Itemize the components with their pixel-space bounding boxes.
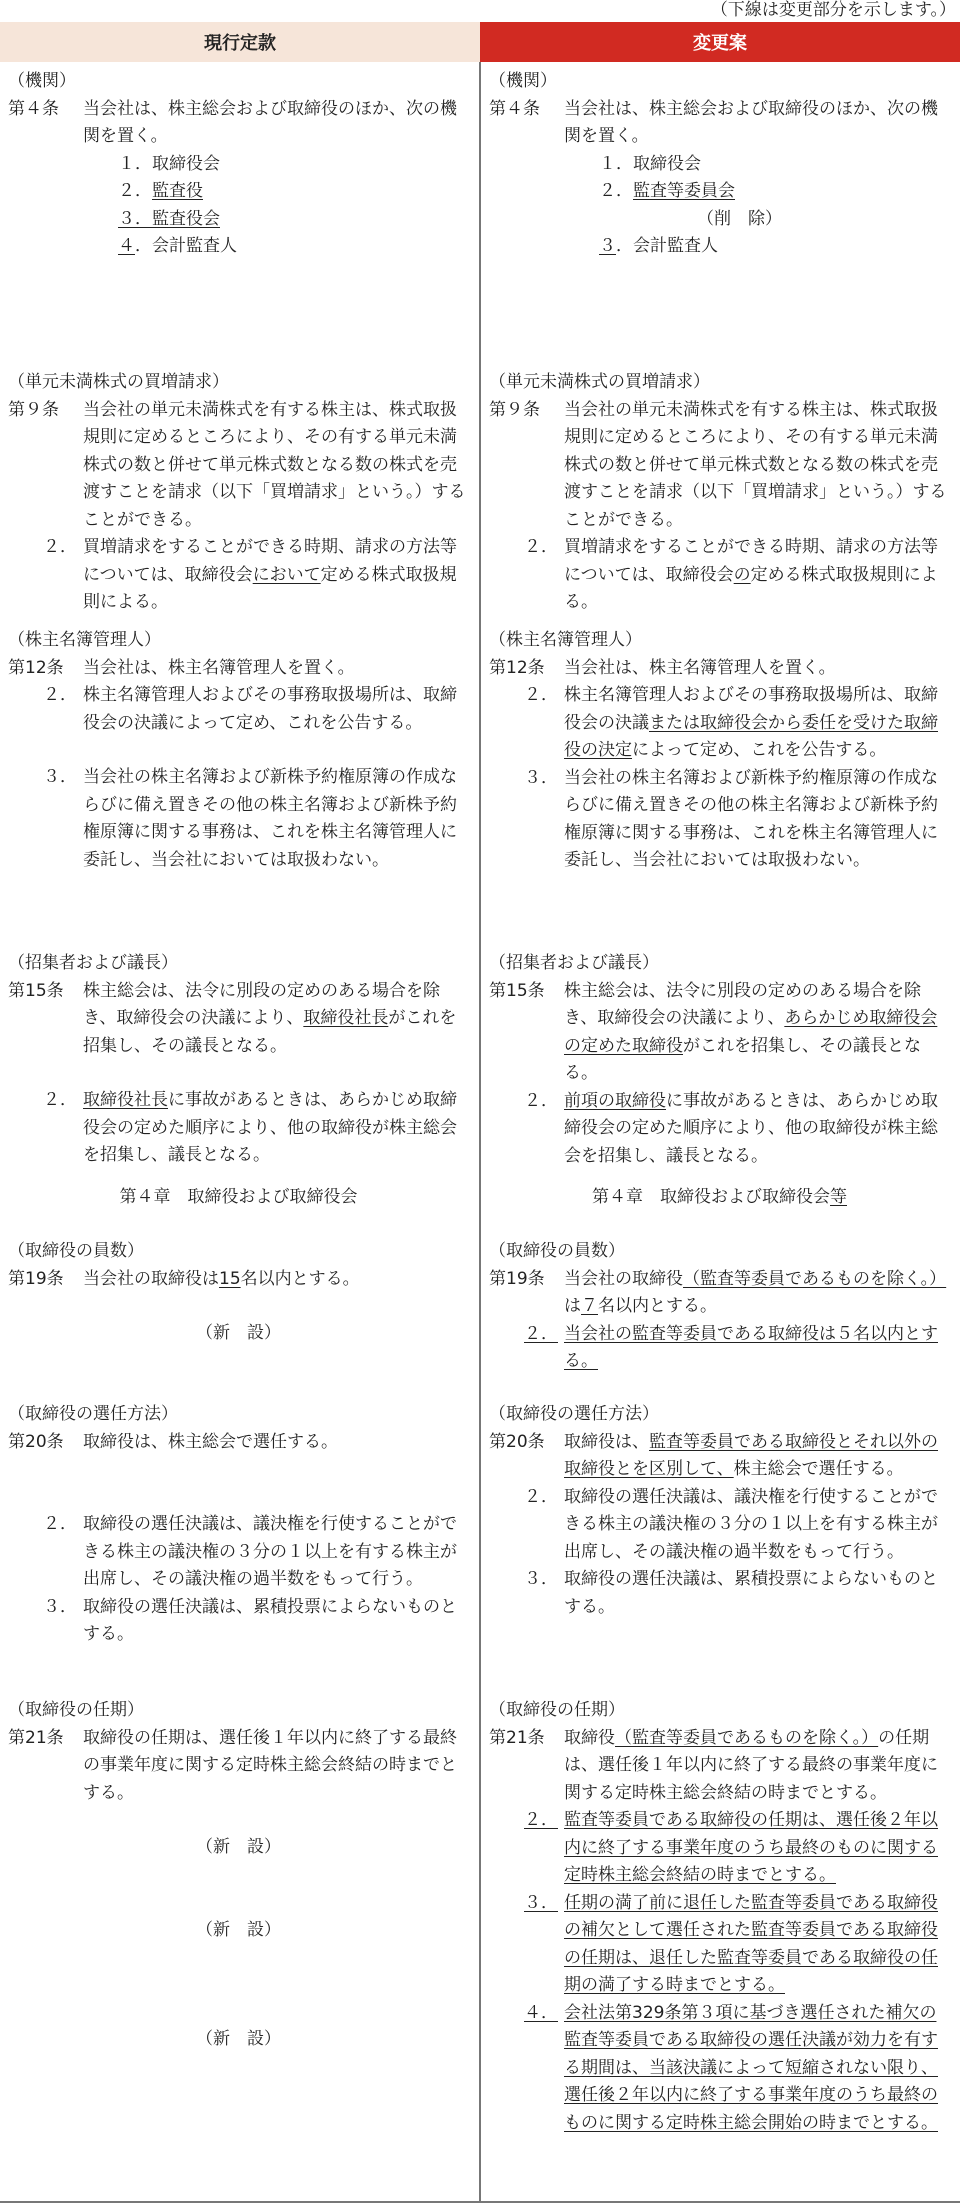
article-number: 第９条: [489, 399, 540, 420]
heading: （単元未満株式の買増請求）: [489, 372, 710, 392]
article-text: 取締役は、株主総会で選任する。: [83, 1431, 338, 1452]
heading: （取締役の任期）: [489, 1700, 625, 1720]
heading: （株主名簿管理人）: [489, 630, 642, 650]
heading: （取締役の選任方法）: [8, 1404, 178, 1424]
current-header: 現行定款: [0, 22, 480, 62]
article-text: 当会社は、株主総会および取締役のほか、次の機関を置く。: [83, 98, 457, 146]
changed-text: ３: [599, 236, 616, 256]
changed-text: 監査役: [152, 181, 203, 201]
header-row: [0, 22, 960, 62]
new-provision-placeholder: （新 設）: [196, 1837, 281, 1857]
article-number: 第９条: [8, 399, 59, 420]
article-19-proposed: （取締役の員数） 第19条 当会社の取締役（監査等委員であるものを除く。）は７名以内とする。 ２． 当会社の監査等委員である取締役は５名以内とする。: [489, 1238, 950, 1401]
article-number: 第12条: [8, 657, 64, 678]
heading: （招集者および議長）: [489, 953, 659, 973]
article-15-current: （招集者および議長） 第15条 株主総会は、法令に別段の定めのある場合を除き、取締役会の決議により、取締役社長がこれを招集し、その議長となる。 ２． 取締役社長に事故があるときは、あらかじめ取締役会の定めた順序により、他の取締役が株主総会を招集し、議長となる。: [8, 950, 469, 1184]
proposed-header: 変更案: [480, 22, 960, 62]
list-item: ３．会計監査人: [599, 236, 718, 256]
paragraph: ２． 買増請求をすることができる時期、請求の方法等については、取締役会において定める株式取扱規則による。: [43, 537, 457, 612]
changed-text: ４: [118, 236, 135, 256]
paragraph: ２． 株主名簿管理人およびその事務取扱場所は、取締役会の決議または取締役会から委任を受けた取締役の決定によって定め、これを公告する。: [524, 685, 938, 760]
article-20-current: [8, 1401, 469, 1697]
current-column: [0, 62, 480, 2202]
article-text: 当会社の単元未満株式を有する株主は、株式取扱規則に定めるところにより、その有する単元未満株式の数と併せて単元株式数となる数の株式を売渡すことを請求（以下「買増請求」という。）することができる。: [83, 399, 466, 530]
article-number: 第４条: [8, 98, 59, 119]
heading: （機関）: [489, 71, 557, 91]
changed-text: （監査等委員であるものを除く。）: [615, 1727, 879, 1748]
proposed-column: [480, 62, 960, 2202]
body-row: [0, 62, 960, 2202]
chapter-heading-proposed: 第４章 取締役および取締役会等: [592, 1187, 847, 1207]
article-text: 当会社は、株主名簿管理人を置く。: [564, 657, 836, 678]
legend-note: （下線は変更部分を示します。）: [710, 0, 956, 20]
changed-text: 当会社の監査等委員である取締役は５名以内とする。: [564, 1323, 938, 1371]
chapter-heading-current: 第４章 取締役および取締役会: [119, 1187, 358, 1207]
article-19-current: （取締役の員数） 第19条 当会社の取締役は15名以内とする。 （新 設）: [8, 1238, 469, 1401]
list-item: [8, 206, 469, 234]
article-number: 第15条: [8, 980, 64, 1001]
list-item: ２．監査役: [118, 181, 203, 201]
article-text: 当会社は、株主総会および取締役のほか、次の機関を置く。: [564, 98, 938, 146]
heading: （単元未満株式の買増請求）: [8, 372, 229, 392]
paragraph: ２． 取締役社長に事故があるときは、あらかじめ取締役会の定めた順序により、他の取締役が株主総会を招集し、議長となる。: [43, 1090, 457, 1165]
article-number: 第19条: [489, 1268, 545, 1289]
changed-text: 会社法第329条第３項に基づき選任された補欠の監査等委員である取締役の選任決議が効力を有する期間は、当該決議によって短縮されない限り、選任後２年以内に終了する事業年度のうち最終のものに関する定時株主総会開始の時までとする。: [564, 2002, 938, 2133]
changed-text: あらかじめ取締役会の定めた取締役: [564, 1008, 938, 1056]
paragraph: ３． 当会社の株主名簿および新株予約権原簿の作成ならびに備え置きその他の株主名簿および新株予約権原簿に関する事務は、これを株主名簿管理人に委託し、当会社においては取扱わない。: [524, 767, 938, 870]
changed-text: 等: [830, 1187, 847, 1207]
paragraph: ２． 監査等委員である取締役の任期は、選任後２年以内に終了する事業年度のうち最終のものに関する定時株主総会終結の時までとする。: [489, 1807, 950, 1890]
article-text: 当会社は、株主名簿管理人を置く。: [83, 657, 355, 678]
article-number: 第19条: [8, 1268, 64, 1289]
article-12-proposed: [489, 627, 950, 950]
article-number: 第15条: [489, 980, 545, 1001]
changed-text: 前項の取締役: [564, 1090, 666, 1111]
new-provision-placeholder: （新 設）: [196, 2029, 281, 2049]
paragraph: ２． 当会社の監査等委員である取締役は５名以内とする。: [489, 1321, 950, 1376]
article-4-current: [8, 68, 469, 369]
article-12-current: [8, 627, 469, 950]
changed-text: ７: [581, 1296, 598, 1316]
new-provision-placeholder: （新 設）: [196, 1919, 281, 1940]
paragraph: ３． 取締役の選任決議は、累積投票によらないものとする。: [524, 1569, 938, 1617]
changed-text: において: [252, 564, 321, 585]
article-text: 当会社の単元未満株式を有する株主は、株式取扱規則に定めるところにより、その有する単元未満株式の数と併せて単元株式数となる数の株式を売渡すことを請求（以下「買増請求」という。）することができる。: [564, 399, 947, 530]
article-number: 第21条: [489, 1727, 545, 1748]
paragraph: ４． 会社法第329条第３項に基づき選任された補欠の監査等委員である取締役の選任決議が効力を有する期間は、当該決議によって短縮されない限り、選任後２年以内に終了する事業年度のうち最終のものに関する定時株主総会開始の時までとする。: [489, 2000, 950, 2138]
article-number: 第21条: [8, 1727, 64, 1748]
article-21-proposed: （取締役の任期） 第21条 取締役（監査等委員であるものを除く。）の任期は、選任後１年以内に終了する最終の事業年度に関する定時株主総会終結の時までとする。 ２． 監査等委員である取締役の任期は、選任後２年以内に終了する事業年度のうち最終のものに関する定時株主総会終結の時までとする。 ３． 任期の満了前に退任した監査等委員である取締役の補欠として選任された監査等委員である取締役の任期は、退任した監査等委員である取締役の任期の満了する時までとする。 ４． 会社法第329条第３項に基づき選任された補欠の監査等委員である取締役の選任決議が効力を有する期間は、当該決議によって短縮されない限り、選任後２年以内に終了する事業年度のうち最終のものに関する定時株主総会開始の時までとする。: [489, 1697, 950, 2137]
list-item: ４．会計監査人: [118, 236, 237, 256]
paragraph: ３． 任期の満了前に退任した監査等委員である取締役の補欠として選任された監査等委員である取締役の任期は、退任した監査等委員である取締役の任期の満了する時までとする。: [489, 1890, 950, 2000]
heading: （取締役の員数）: [489, 1241, 625, 1261]
deleted-marker: （削 除）: [697, 208, 782, 229]
changed-text: 取締役社長: [83, 1090, 168, 1110]
comparison-table: [0, 22, 960, 2203]
article-20-proposed: （取締役の選任方法） 第20条 取締役は、監査等委員である取締役とそれ以外の取締役とを区別して、株主総会で選任する。 ２． 取締役の選任決議は、議決権を行使することができる株主の議決権の３分の１以上を有する株主が出席し、その議決権の過半数をもって行う。 ３． 取締役の選任決議は、累積投票によらないものとする。: [489, 1401, 950, 1697]
changed-text: または取締役会から委任を受けた取締役の決定: [564, 712, 938, 760]
article-9-proposed: [489, 369, 950, 627]
changed-text: 15: [219, 1268, 241, 1289]
list-item: １．取締役会: [118, 153, 220, 174]
changed-text: 任期の満了前に退任した監査等委員である取締役の補欠として選任された監査等委員である取締役の任期は、退任した監査等委員である取締役の任期の満了する時までとする。: [564, 1892, 938, 1995]
changed-text: 取締役社長: [303, 1008, 389, 1028]
heading: （招集者および議長）: [8, 953, 178, 973]
article-4-proposed: [489, 68, 950, 369]
heading: （取締役の選任方法）: [489, 1404, 659, 1424]
article-text: 取締役の任期は、選任後１年以内に終了する最終の事業年度に関する定時株主総会終結の時までとする。: [83, 1727, 457, 1803]
changed-text: の: [733, 564, 751, 585]
article-number: 第20条: [8, 1431, 64, 1452]
paragraph: ２． 株主名簿管理人およびその事務取扱場所は、取締役会の決議によって定め、これを公告する。: [43, 685, 457, 733]
paragraph: ２． 買増請求をすることができる時期、請求の方法等については、取締役会の定める株式取扱規則による。: [524, 537, 938, 612]
article-number: 第12条: [489, 657, 545, 678]
article-15-proposed: （招集者および議長） 第15条 株主総会は、法令に別段の定めのある場合を除き、取締役会の決議により、あらかじめ取締役会の定めた取締役がこれを招集し、その議長となる。 ２． 前項の取締役に事故があるときは、あらかじめ取締役会の定めた順序により、他の取締役が株主総会を招集し、議長となる。: [489, 950, 950, 1184]
changed-text: 監査等委員会: [633, 181, 735, 201]
article-number: 第４条: [489, 98, 540, 119]
heading: （取締役の員数）: [8, 1241, 144, 1261]
paragraph: ２． 取締役の選任決議は、議決権を行使することができる株主の議決権の３分の１以上を有する株主が出席し、その議決権の過半数をもって行う。: [524, 1486, 938, 1562]
article-number: 第20条: [489, 1431, 545, 1452]
changed-text: （監査等委員であるものを除く。）: [683, 1268, 947, 1289]
paragraph: ２． 前項の取締役に事故があるときは、あらかじめ取締役会の定めた順序により、他の取締役が株主総会を招集し、議長となる。: [524, 1090, 938, 1166]
changed-text: ３．監査役会: [118, 208, 220, 229]
changed-text: 監査等委員である取締役の任期は、選任後２年以内に終了する事業年度のうち最終のものに関する定時株主総会終結の時までとする。: [564, 1810, 938, 1885]
paragraph: ３． 当会社の株主名簿および新株予約権原簿の作成ならびに備え置きその他の株主名簿および新株予約権原簿に関する事務は、これを株主名簿管理人に委託し、当会社においては取扱わない。: [43, 767, 457, 870]
changed-text: 監査等委員である取締役とそれ以外の取締役とを区別して、: [564, 1431, 938, 1479]
article-9-current: [8, 369, 469, 627]
paragraph: ３． 取締役の選任決議は、累積投票によらないものとする。: [43, 1596, 457, 1644]
list-item: ２．監査等委員会: [599, 181, 735, 201]
heading: （機関）: [8, 71, 76, 91]
heading: （株主名簿管理人）: [8, 630, 161, 650]
paragraph: ２． 取締役の選任決議は、議決権を行使することができる株主の議決権の３分の１以上を有する株主が出席し、その議決権の過半数をもって行う。: [43, 1514, 457, 1589]
new-provision-placeholder: （新 設）: [196, 1323, 281, 1343]
list-item: １．取締役会: [599, 153, 701, 174]
article-21-current: [8, 1697, 469, 2189]
heading: （取締役の任期）: [8, 1700, 144, 1720]
